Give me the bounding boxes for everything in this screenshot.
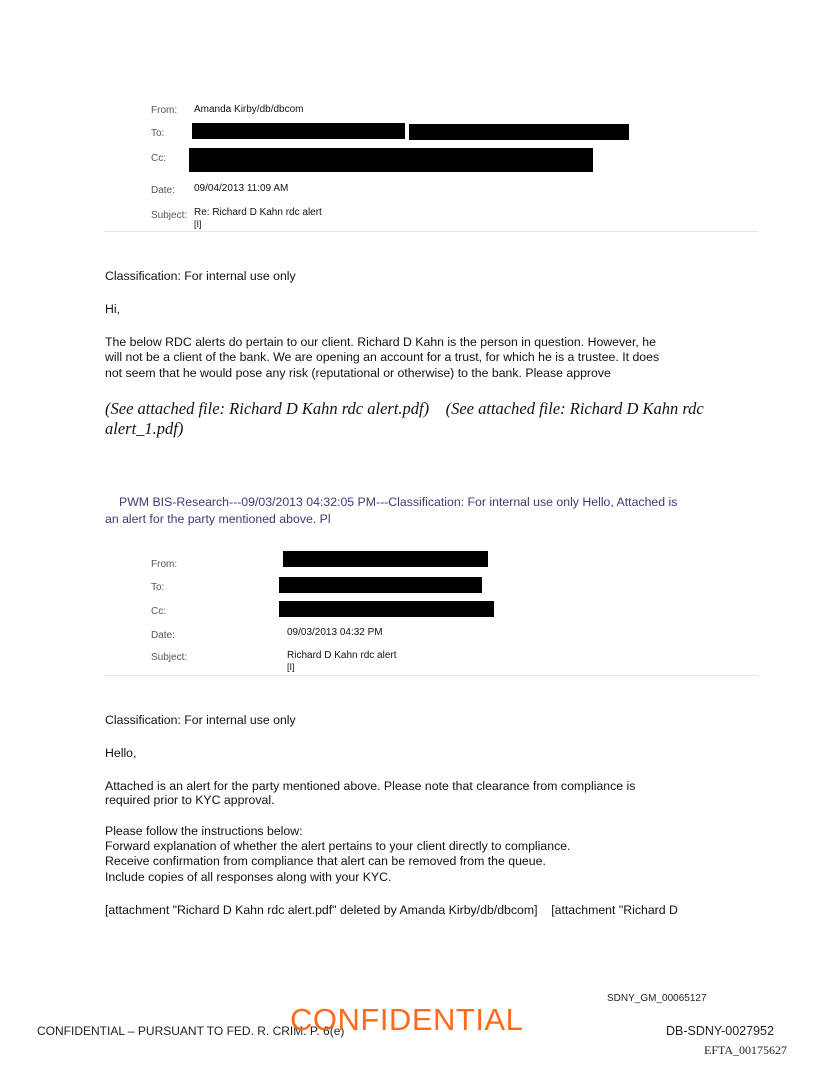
confidential-notice: CONFIDENTIAL – PURSUANT TO FED. R. CRIM. P. 6(e)	[37, 1024, 345, 1038]
subject-label: Subject:	[151, 652, 188, 663]
efta-number: EFTA_00175627	[704, 1043, 788, 1057]
redaction-bar	[409, 124, 629, 140]
divider	[104, 675, 758, 676]
message-line: Please follow the instructions below:	[105, 824, 303, 838]
subject-value: Richard D Kahn rdc alert	[287, 650, 397, 661]
redaction-bar	[283, 551, 488, 567]
greeting: Hi,	[105, 302, 121, 316]
from-value: Amanda Kirby/db/dbcom	[194, 104, 304, 115]
date-label: Date:	[151, 630, 175, 641]
attachment-reference[interactable]: alert_1.pdf)	[105, 419, 184, 438]
quoted-summary-line: PWM BIS-Research---09/03/2013 04:32:05 PM---Classification: For internal use only Hello, Attached is	[119, 495, 678, 509]
redaction-bar	[279, 601, 494, 617]
attachment-note: [attachment "Richard D Kahn rdc alert.pdf" deleted by Amanda Kirby/db/dbcom] [attachment "Richard D	[105, 903, 678, 917]
subject-value: Re: Richard D Kahn rdc alert	[194, 207, 322, 218]
date-value: 09/03/2013 04:32 PM	[287, 627, 383, 638]
message-line: Include copies of all responses along with your KYC.	[105, 870, 392, 884]
to-label: To:	[151, 128, 165, 139]
cc-label: Cc:	[151, 153, 166, 164]
message-line: required prior to KYC approval.	[105, 793, 275, 807]
attachment-reference[interactable]: (See attached file: Richard D Kahn rdc alert.pdf) (See attached file: Richard D Kahn rdc	[105, 399, 704, 418]
divider	[104, 231, 758, 232]
message-line: not seem that he would pose any risk (reputational or otherwise) to the bank. Please approve	[105, 366, 611, 380]
classification-text: Classification: For internal use only	[105, 713, 296, 727]
subject-extra: [I]	[287, 662, 295, 672]
date-value: 09/04/2013 11:09 AM	[194, 183, 289, 194]
message-line: will not be a client of the bank. We are opening an account for a trust, for which he is a trustee. It does	[105, 350, 660, 364]
from-label: From:	[151, 559, 178, 570]
message-line: Forward explanation of whether the alert pertains to your client directly to compliance.	[105, 839, 571, 853]
subject-label: Subject:	[151, 210, 188, 221]
message-line: Attached is an alert for the party mentioned above. Please note that clearance from compliance is	[105, 779, 636, 793]
confidential-watermark: CONFIDENTIAL	[290, 1002, 524, 1037]
subject-extra: [I]	[194, 219, 202, 229]
classification-text: Classification: For internal use only	[105, 269, 296, 283]
bates-number-right: DB-SDNY-0027952	[666, 1024, 774, 1038]
date-label: Date:	[151, 185, 175, 196]
message-line: The below RDC alerts do pertain to our client. Richard D Kahn is the person in question. However, he	[105, 335, 656, 349]
message-line: Receive confirmation from compliance that alert can be removed from the queue.	[105, 854, 546, 868]
from-label: From:	[151, 105, 178, 116]
redaction-bar	[192, 123, 405, 139]
to-label: To:	[151, 582, 165, 593]
bates-number-top: SDNY_GM_00065127	[607, 993, 707, 1004]
cc-label: Cc:	[151, 606, 166, 617]
redaction-bar	[279, 577, 482, 593]
quoted-summary-line: an alert for the party mentioned above. Pl	[105, 512, 331, 526]
greeting: Hello,	[105, 746, 137, 760]
redaction-bar	[189, 148, 593, 172]
